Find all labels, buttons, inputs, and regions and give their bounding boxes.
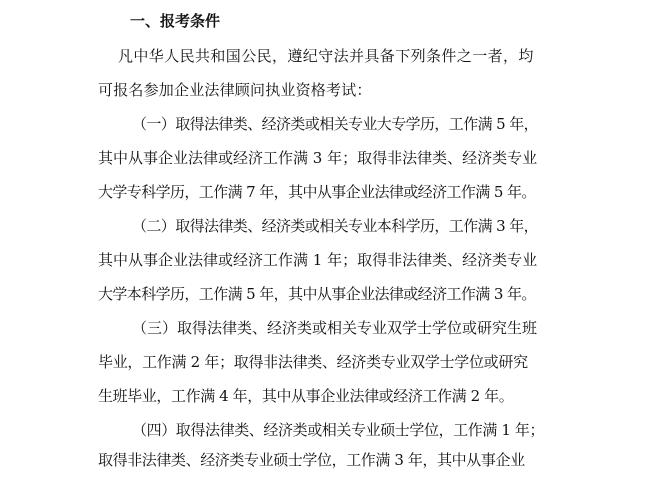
text-line [0, 443, 667, 477]
text-line [0, 175, 667, 209]
paragraph-text: 其中从事企业法律或经济工作满 3 年；取得非法律类、经济类专业 [98, 149, 538, 167]
paragraph-text: 取得非法律类、经济类专业硕士学位，工作满 3 年，其中从事企业 [98, 451, 525, 469]
paragraph-text: 凡中华人民共和国公民，遵纪守法并具备下列条件之一者，均 [118, 47, 534, 65]
text-line [0, 345, 667, 379]
section-heading-line [0, 4, 667, 38]
paragraph-text: 其中从事企业法律或经济工作满 1 年；取得非法律类、经济类专业 [98, 251, 538, 269]
text-line [0, 311, 667, 345]
paragraph-text: （四）取得法律类、经济类或相关专业硕士学位，工作满 1 年； [132, 421, 545, 439]
text-line [0, 39, 667, 73]
paragraph-text: 生班毕业，工作满 4 年，其中从事企业法律或经济工作满 2 年。 [98, 387, 514, 405]
paragraph-text: 大学专科学历，工作满 7 年，其中从事企业法律或经济工作满 5 年。 [98, 183, 536, 201]
paragraph-text: 毕业，工作满 2 年；取得非法律类、经济类专业双学士学位或研究 [98, 353, 528, 371]
section-heading: 一、报考条件 [130, 12, 221, 30]
text-line [0, 141, 667, 175]
paragraph-text: 可报名参加企业法律顾问执业资格考试： [98, 81, 372, 99]
text-line [0, 107, 667, 141]
text-line [0, 413, 667, 447]
text-line [0, 379, 667, 413]
paragraph-text: （三）取得法律类、经济类或相关专业双学士学位或研究生班 [132, 319, 538, 337]
paragraph-text: （二）取得法律类、经济类或相关专业本科学历，工作满 3 年， [132, 217, 539, 235]
paragraph-text: 大学本科学历，工作满 5 年，其中从事企业法律或经济工作满 3 年。 [98, 285, 536, 303]
text-line [0, 209, 667, 243]
text-line [0, 277, 667, 311]
text-line [0, 73, 667, 107]
paragraph-text: （一）取得法律类、经济类或相关专业大专学历，工作满 5 年， [132, 115, 539, 133]
text-line [0, 243, 667, 277]
